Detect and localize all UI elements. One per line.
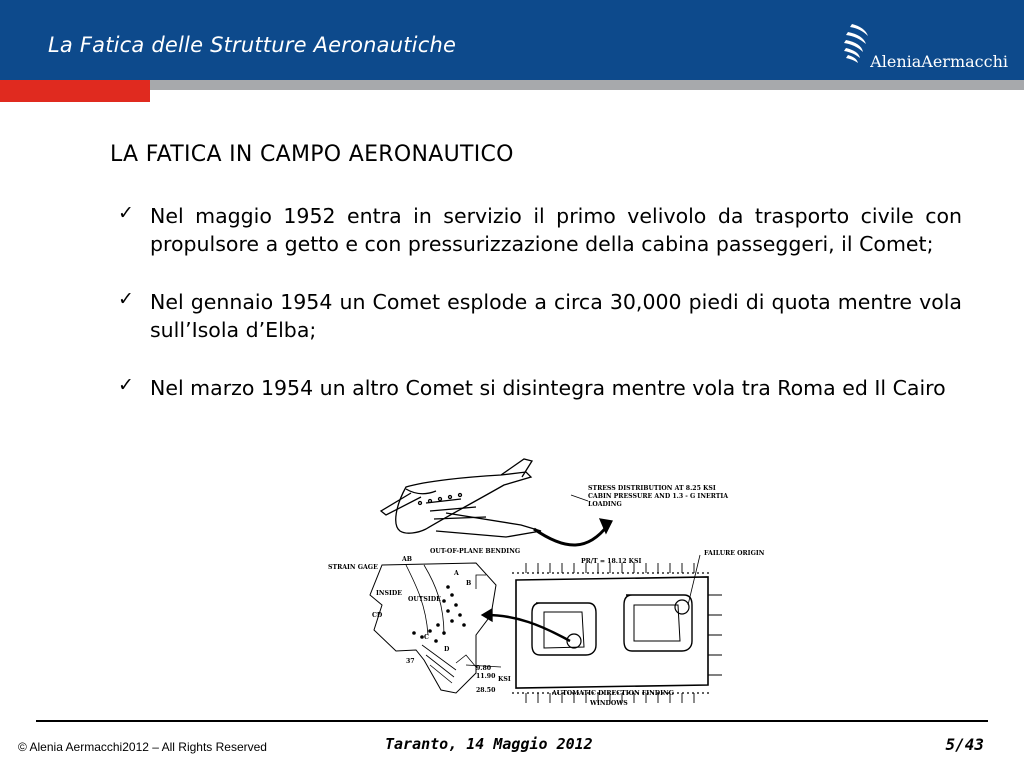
- footer-copyright: © Alenia Aermacchi2012 – All Rights Reserved: [18, 740, 267, 754]
- footer-date: Taranto, 14 Maggio 2012: [385, 735, 593, 753]
- bullet-text: Nel maggio 1952 entra in servizio il primo velivolo da trasporto civile con propulsore a getto e con pressurizzazione della cabina passeggeri, il Comet;: [150, 204, 962, 256]
- bullet-item: [118, 374, 962, 402]
- pr-t-label: PR/T = 18.12 KSI: [581, 558, 642, 565]
- outside-label: OUTSIDE: [408, 596, 441, 603]
- stress-value-3: 28.50: [476, 687, 496, 694]
- stress-label-line1: STRESS DISTRIBUTION AT 8.25 KSI: [588, 485, 716, 492]
- label-d: D: [444, 646, 450, 653]
- label-b: B: [466, 580, 472, 587]
- out-of-plane-label: OUT-OF-PLANE BENDING: [430, 548, 521, 555]
- failure-origin-label: FAILURE ORIGIN: [704, 550, 765, 557]
- comet-airplane-drawing: [381, 459, 541, 537]
- label-37: 37: [406, 658, 415, 665]
- presentation-title: La Fatica delle Strutture Aeronautiche: [48, 33, 457, 57]
- comet-fuselage-failure-diagram: [326, 455, 786, 713]
- label-c: C: [424, 634, 429, 641]
- stress-value-2: 11.90: [476, 673, 496, 680]
- inside-label: INSIDE: [376, 590, 402, 597]
- stress-label-line2: CABIN PRESSURE AND 1.3 - G INERTIA: [588, 493, 729, 500]
- company-logo: [838, 22, 1008, 70]
- bullet-list: [118, 202, 962, 432]
- checkmark-icon: ✓: [118, 374, 134, 396]
- bullet-item: [118, 288, 962, 344]
- bullet-text: Nel marzo 1954 un altro Comet si disintegra mentre vola tra Roma ed Il Cairo: [150, 376, 946, 400]
- adf-label-line1: AUTOMATIC DIRECTION FINDING: [552, 690, 674, 697]
- header-bar: [0, 0, 1024, 80]
- ksi-label: KSI: [498, 676, 511, 683]
- slide-heading: LA FATICA IN CAMPO AERONAUTICO: [110, 142, 514, 167]
- label-a: A: [454, 570, 459, 577]
- strain-gage-label: STRAIN GAGE: [328, 564, 378, 571]
- company-logo-text: AleniaAermacchi: [870, 52, 1008, 71]
- stress-label-line3: LOADING: [588, 501, 622, 508]
- checkmark-icon: ✓: [118, 288, 134, 310]
- header-red-accent: [0, 80, 150, 102]
- fuselage-stress-panel: [512, 555, 712, 693]
- header-gray-band: [150, 80, 1024, 90]
- label-cd: CD: [372, 612, 383, 619]
- label-ab: AB: [402, 556, 413, 563]
- footer-divider: [36, 720, 988, 722]
- bullet-text: Nel gennaio 1954 un Comet esplode a circa 30,000 piedi di quota mentre vola sull’Isola d’Elba;: [150, 290, 962, 342]
- adf-label-line2: WINDOWS: [590, 700, 628, 707]
- header-band-gap: [150, 90, 1024, 92]
- checkmark-icon: ✓: [118, 202, 134, 224]
- bullet-item: [118, 202, 962, 258]
- stress-value-1: 9.80: [476, 665, 492, 672]
- page-number: 5/43: [945, 735, 984, 754]
